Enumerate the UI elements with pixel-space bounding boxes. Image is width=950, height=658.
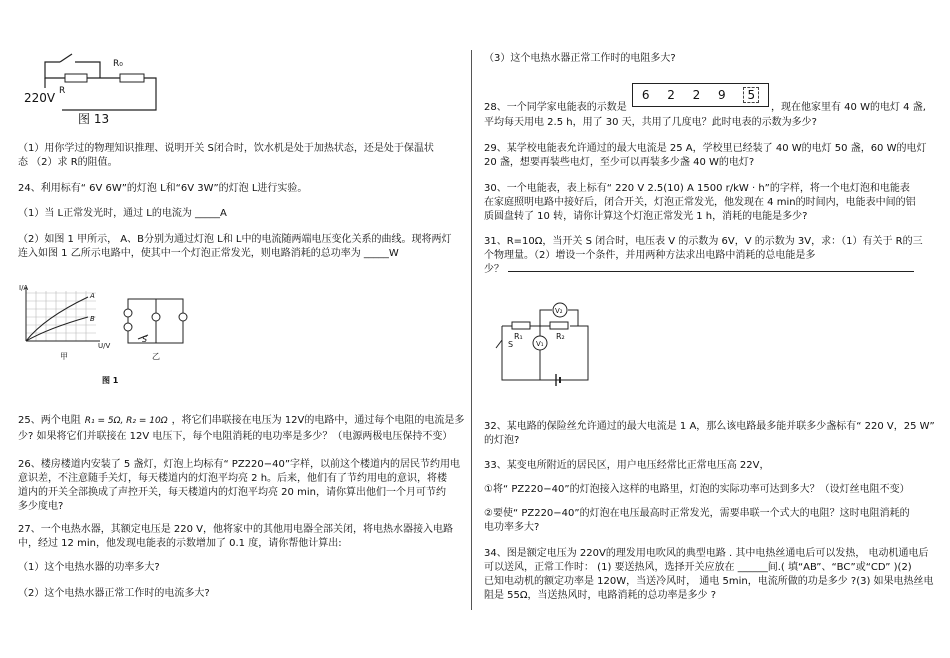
q34-line1: 34、图是额定电压为 220V的理发用电吹风的典型电路 . 其中电热丝通电后可以发热， 电动机通电后 bbox=[484, 548, 929, 559]
q26-line1: 26、楼房楼道内安装了 5 盏灯，灯泡上均标有“ PZ220−40”字样，以前这个楼道内的居民节约用电 bbox=[18, 459, 461, 470]
q33-sub2-line2: 电功率多大? bbox=[484, 522, 540, 533]
q26-line2: 意识差，不注意随手关灯，每天楼道内的灯泡平均亮 2 h。后来，他们有了节约用电的意识，将楼 bbox=[18, 473, 448, 484]
fig13-caption: 图 13 bbox=[78, 112, 110, 126]
q24-sub1: （1）当 L正常发光时，通过 L的电流为 _____A bbox=[18, 208, 227, 219]
q25-line2: 少? 如果将它们并联接在 12V 电压下，每个电阻消耗的电功率是多少？（电源两极电压保持不变） bbox=[18, 431, 453, 442]
q31-r1-label: R₁ bbox=[514, 332, 523, 341]
fig1-curve-a: A bbox=[90, 292, 95, 300]
q27-line1: 27、一个电热水器，其额定电压是 220 V，他将家中的其他用电器全部关闭，将电热水器接入电路 bbox=[18, 524, 454, 535]
meter-decimal-digit: 5 bbox=[743, 87, 759, 103]
q31-v1-label: V₁ bbox=[536, 340, 544, 348]
q29-line2: 20 盏，想要再装些电灯，至少可以再装多少盏 40 W的电灯? bbox=[484, 157, 755, 168]
q31-circuit bbox=[490, 300, 600, 386]
q30-line2: 在家庭照明电路中接好后，闭合开关，灯泡正常发光，他发现在 4 min的时间内，电能表中间的铝 bbox=[484, 197, 916, 208]
q32-line1: 32、某电路的保险丝允许通过的最大电流是 1 A，那么该电路最多能并联多少盏标有“ 220 V，25 W” bbox=[484, 421, 935, 432]
fig1-curve-b: B bbox=[90, 315, 95, 323]
q25-prefix: 25、两个电阻 bbox=[18, 415, 81, 426]
q33-stem: 33、某变电所附近的居民区，用户电压经常比正常电压高 22V， bbox=[484, 460, 770, 471]
q24-sub2-line2: 连入如图 1 乙所示电路中，使其中一个灯泡正常发光，则电路消耗的总功率为 _____W bbox=[18, 248, 399, 259]
q25-line1 bbox=[18, 414, 464, 428]
q28-prefix: 28、一个同学家电能表的示数是 bbox=[484, 102, 627, 113]
figure-1-circuit bbox=[118, 295, 193, 350]
q34-line2: 可以送风，正常工作时： (1) 要送热风，选择开关应放在 ______间.( 填“AB”、“BC”或“CD” )(2) bbox=[484, 562, 912, 573]
q31-switch-label: S bbox=[508, 340, 514, 349]
q27-line2: 中，经过 12 min，他发现电能表的示数增加了 0.1 度，请你帮他计算出: bbox=[18, 538, 342, 549]
q24-stem: 24、利用标有“ 6V 6W”的灯泡 L和“6V 3W”的灯泡 L进行实验。 bbox=[18, 183, 308, 194]
q24-sub2-line1: （2）如图 1 甲所示， A、B分别为通过灯泡 L和 L中的电流随两端电压变化关系的曲线。现将两灯 bbox=[18, 234, 452, 245]
q33-sub2-line1: ②要使“ PZ220−40”的灯泡在电压最高时正常发光，需要串联一个式大的电阻？这时电阻消耗的 bbox=[484, 508, 910, 519]
q30-line3: 质圆盘转了 10 转，请你计算这个灯泡正常发光 1 h，消耗的电能是多少? bbox=[484, 211, 808, 222]
q23-part1: （1）用你学过的物理知识推理、说明开关 S闭合时，饮水机是处于加热状态，还是处于保温状 bbox=[18, 143, 434, 154]
q33-sub1: ①将“ PZ220−40”的灯泡接入这样的电路里，灯泡的实际功率可达到多大？（设灯丝电阻不变） bbox=[484, 484, 910, 495]
q31-line3: 少？ bbox=[484, 264, 504, 275]
q34-line4: 阻是 55Ω，当送热风时，电路消耗的总功率是多少 ? bbox=[484, 590, 717, 601]
q31-v2-label: V₂ bbox=[555, 307, 563, 315]
q23-part2: 态 （2）求 R的阻值。 bbox=[18, 157, 118, 168]
energy-meter-reading bbox=[632, 83, 769, 107]
meter-digit: 6 bbox=[641, 88, 650, 102]
q32-line2: 的灯泡? bbox=[484, 435, 520, 446]
q25-formula: R₁ = 5Ω, R₂ = 10Ω bbox=[84, 416, 168, 426]
column-divider bbox=[471, 50, 472, 610]
fig1-x-axis-label: U/V bbox=[98, 342, 111, 350]
meter-digit: 9 bbox=[718, 88, 726, 102]
q27-sub3: （3）这个电热水器正常工作时的电阻多大? bbox=[484, 53, 676, 64]
fig1-jia-label: 甲 bbox=[60, 352, 68, 361]
fig13-r-label: R bbox=[59, 86, 66, 96]
q34-line3: 已知电动机的额定功率是 120W，当送冷风时， 通电 5min，电流所做的功是多少 ?(3) 如果电热丝电 bbox=[484, 576, 934, 587]
fig13-voltage: 220V bbox=[24, 91, 56, 105]
q31-answer-line bbox=[508, 271, 914, 272]
q27-sub1: （1）这个电热水器的功率多大? bbox=[18, 562, 160, 573]
meter-digit: 2 bbox=[667, 88, 675, 102]
q27-sub2: （2）这个电热水器正常工作时的电流多大? bbox=[18, 588, 210, 599]
q26-line4: 多少度电? bbox=[18, 501, 64, 512]
fig1-y-axis-label: I/A bbox=[19, 284, 29, 292]
q25-suffix: ，将它们串联接在电压为 12V的电路中，通过每个电阻的电流是多 bbox=[171, 415, 465, 426]
fig1-caption: 图 1 bbox=[102, 376, 119, 385]
q31-r2-label: R₂ bbox=[556, 332, 565, 341]
fig1-yi-label: 乙 bbox=[152, 352, 160, 361]
fig13-r0-label: R₀ bbox=[113, 59, 123, 69]
q30-line1: 30、一个电能表，表上标有“ 220 V 2.5(10) A 1500 r/kW · h”的字样，将一个电灯泡和电能表 bbox=[484, 183, 910, 194]
q28-suffix: ，现在他家里有 40 W的电灯 4 盏, bbox=[771, 102, 926, 113]
q31-line2: 个物理量。（2）增设一个条件，并用两种方法求出电路中消耗的总电能是多 bbox=[484, 250, 816, 261]
q26-line3: 道内的开关全部换成了声控开关，每天楼道内的灯泡平均亮 20 min，请你算出他们一个月可节约 bbox=[18, 487, 446, 498]
fig1-switch-s: S bbox=[142, 335, 148, 344]
q29-line1: 29、某学校电能表允许通过的最大电流是 25 A，学校里已经装了 40 W的电灯 50 盏，60 W的电灯 bbox=[484, 143, 927, 154]
q31-line1: 31、R=10Ω，当开关 S 闭合时，电压表 V 的示数为 6V，V 的示数为 3V，求：（1）有关于 R的三 bbox=[484, 236, 923, 247]
meter-digit: 2 bbox=[692, 88, 701, 102]
q28-line2: 平均每天用电 2.5 h，用了 30 天，共用了几度电？此时电表的示数为多少? bbox=[484, 117, 817, 128]
